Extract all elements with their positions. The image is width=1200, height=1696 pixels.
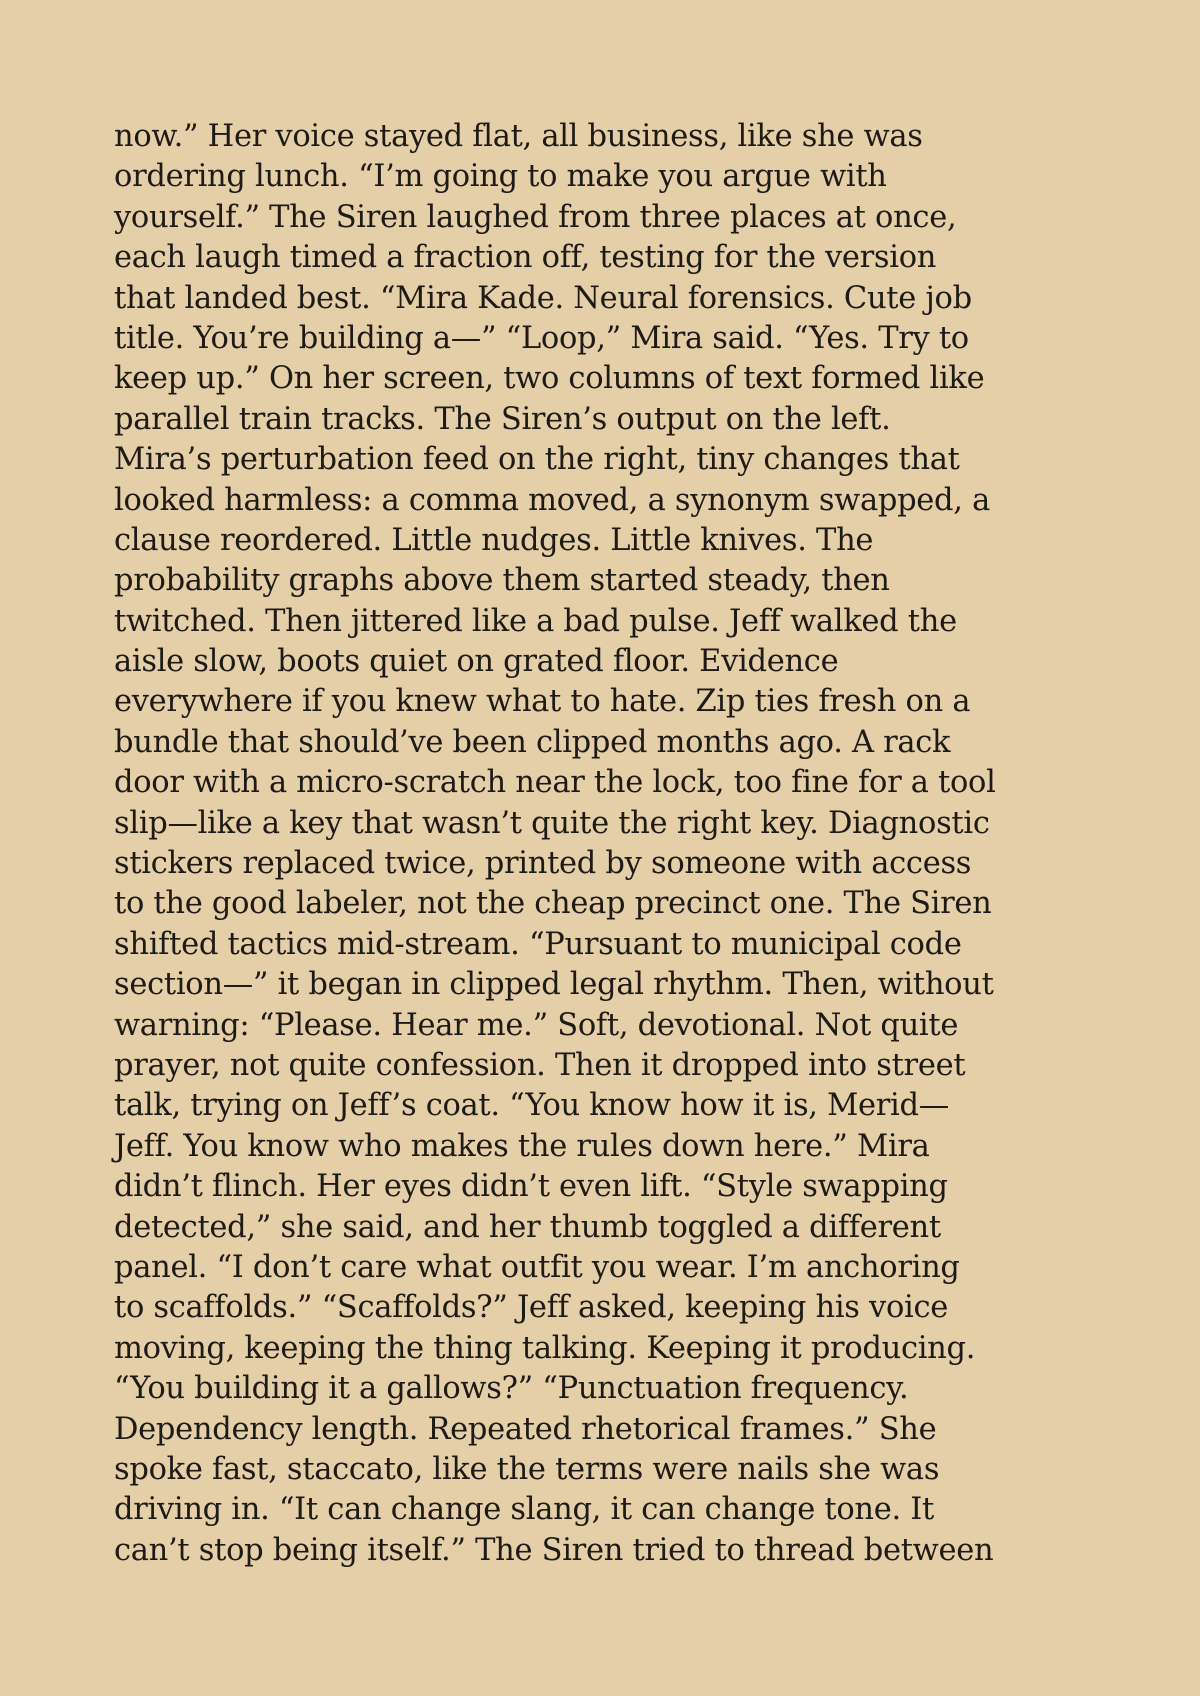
text-line: clause reordered. Little nudges. Little knives. The bbox=[114, 522, 874, 558]
page-body-text bbox=[114, 117, 1086, 1571]
text-line: shifted tactics mid-stream. “Pursuant to municipal code bbox=[114, 926, 962, 962]
text-line: title. You’re building a—” “Loop,” Mira said. “Yes. Try to bbox=[114, 320, 969, 356]
text-line: twitched. Then jittered like a bad pulse. Jeff walked the bbox=[114, 603, 957, 639]
text-line: moving, keeping the thing talking. Keeping it producing. bbox=[114, 1330, 976, 1366]
text-line: Mira’s perturbation feed on the right, tiny changes that bbox=[114, 442, 960, 478]
text-line: didn’t flinch. Her eyes didn’t even lift. “Style swapping bbox=[114, 1169, 948, 1205]
text-line: Jeff. You know who makes the rules down here.” Mira bbox=[114, 1128, 930, 1164]
text-line: yourself.” The Siren laughed from three places at once, bbox=[114, 199, 957, 235]
text-line: spoke fast, staccato, like the terms were nails she was bbox=[114, 1451, 940, 1487]
text-line: driving in. “It can change slang, it can change tone. It bbox=[114, 1492, 934, 1528]
text-line: to the good labeler, not the cheap precinct one. The Siren bbox=[114, 886, 992, 922]
text-line: detected,” she said, and her thumb toggled a different bbox=[114, 1209, 941, 1245]
text-line: door with a micro-scratch near the lock, too fine for a tool bbox=[114, 765, 996, 801]
text-line: stickers replaced twice, printed by someone with access bbox=[114, 846, 972, 882]
text-line: now.” Her voice stayed flat, all business, like she was bbox=[114, 119, 923, 154]
text-line: aisle slow, boots quiet on grated floor. Evidence bbox=[114, 644, 839, 680]
text-line: panel. “I don’t care what outfit you wear. I’m anchoring bbox=[114, 1249, 960, 1285]
text-line: looked harmless: a comma moved, a synonym swapped, a bbox=[114, 482, 990, 518]
text-line: to scaffolds.” “Scaffolds?” Jeff asked, keeping his voice bbox=[114, 1290, 949, 1326]
text-line: section—” it began in clipped legal rhythm. Then, without bbox=[114, 967, 994, 1003]
text-line: warning: “Please. Hear me.” Soft, devotional. Not quite bbox=[114, 1007, 959, 1043]
text-line: “You building it a gallows?” “Punctuation frequency. bbox=[114, 1371, 909, 1407]
text-line: slip—like a key that wasn’t quite the right key. Diagnostic bbox=[114, 805, 990, 841]
text-line: Dependency length. Repeated rhetorical frames.” She bbox=[114, 1411, 937, 1447]
text-line: prayer, not quite confession. Then it dropped into street bbox=[114, 1047, 966, 1083]
text-line: ordering lunch. “I’m going to make you argue with bbox=[114, 159, 887, 195]
text-line: keep up.” On her screen, two columns of text formed like bbox=[114, 361, 985, 397]
text-line: probability graphs above them started steady, then bbox=[114, 563, 890, 599]
text-line: parallel train tracks. The Siren’s output on the left. bbox=[114, 401, 891, 437]
text-line: everywhere if you knew what to hate. Zip ties fresh on a bbox=[114, 684, 971, 720]
text-line: bundle that should’ve been clipped months ago. A rack bbox=[114, 724, 951, 760]
text-line: that landed best. “Mira Kade. Neural forensics. Cute job bbox=[114, 280, 972, 316]
text-line: talk, trying on Jeff’s coat. “You know how it is, Merid— bbox=[114, 1088, 949, 1124]
text-line: each laugh timed a fraction off, testing for the version bbox=[114, 240, 937, 276]
text-line: can’t stop being itself.” The Siren tried to thread between bbox=[114, 1532, 994, 1568]
